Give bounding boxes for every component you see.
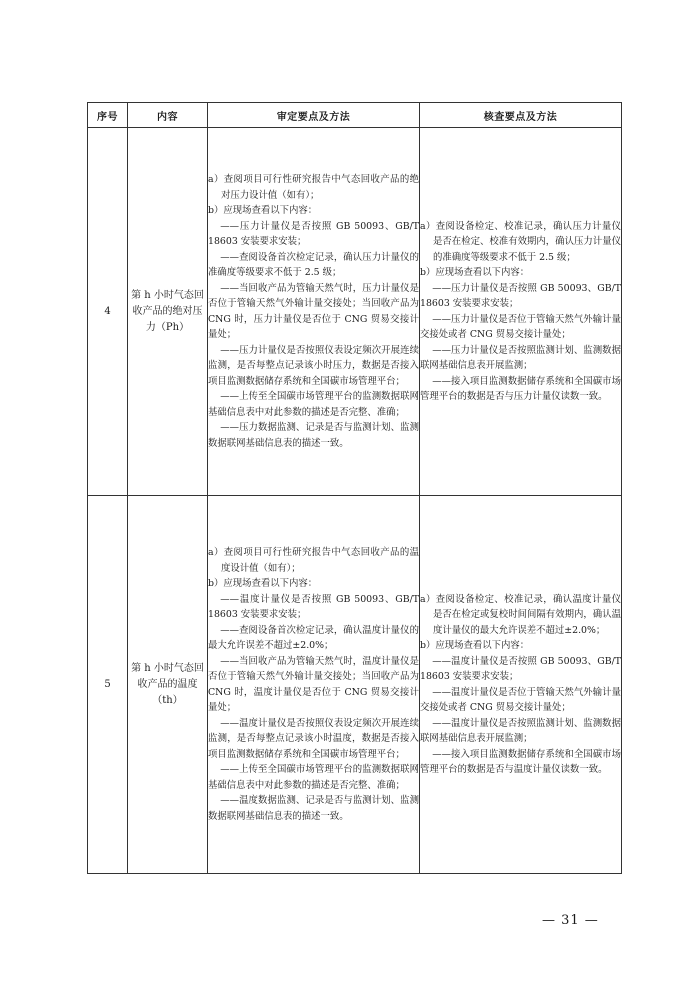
- verify-item: ——压力计量仪是否按照监测计划、监测数据联网基础信息表开展监测；: [420, 344, 621, 371]
- verify-cell: [420, 496, 622, 874]
- review-cell: [208, 128, 420, 496]
- review-item: ——当回收产品为管输天然气时，温度计量仪是否位于管输天然气外输计量交接处；当回收产品为 CNG 时，温度计量仪是否位于 CNG 贸易交接计量处；: [208, 655, 419, 713]
- header-content: 内容: [128, 103, 208, 128]
- row-content: 第 h 小时气态回收产品的温度（th）: [128, 496, 208, 874]
- review-item: ——压力计量仪是否按照 GB 50093、GB/T 18603 安装要求安装；: [208, 220, 419, 247]
- verify-item: ——接入项目监测数据储存系统和全国碳市场管理平台的数据是否与压力计量仪读数一致。: [420, 375, 621, 402]
- header-review-points: 审定要点及方法: [208, 103, 420, 128]
- verify-item: ——温度计量仪是否位于管输天然气外输计量交接处或者 CNG 贸易交接计量处；: [420, 686, 621, 713]
- review-item: b）应现场查看以下内容：: [208, 578, 318, 589]
- page-number: — 31 —: [542, 913, 599, 928]
- verify-item: ——温度计量仪是否按照 GB 50093、GB/T 18603 安装要求安装；: [420, 655, 621, 682]
- verify-item: ——温度计量仪是否按照监测计划、监测数据联网基础信息表开展监测；: [420, 717, 621, 744]
- review-item: ——温度数据监测、记录是否与监测计划、监测数据联网基础信息表的描述一致。: [208, 795, 419, 822]
- verify-item: ——压力计量仪是否位于管输天然气外输计量交接处或者 CNG 贸易交接计量处；: [420, 313, 621, 340]
- row-content: 第 h 小时气态回收产品的绝对压力（Ph）: [128, 128, 208, 496]
- review-item: ——查阅设备首次检定记录，确认压力计量仪的准确度等级要求不低于 2.5 级；: [208, 251, 419, 278]
- verify-item: b）应现场查看以下内容：: [420, 640, 530, 651]
- table-row: [88, 496, 622, 874]
- review-item: ——温度计量仪是否按照 GB 50093、GB/T 18603 安装要求安装；: [208, 593, 419, 620]
- table-header-row: [88, 103, 622, 128]
- review-item: ——温度计量仪是否按照仪表设定频次开展连续监测，是否每整点记录该小时温度，数据是否接入项目监测数据储存系统和全国碳市场管理平台；: [208, 717, 419, 760]
- row-serial-no: 5: [88, 496, 128, 874]
- table-row: [88, 128, 622, 496]
- verify-item: ——接入项目监测数据储存系统和全国碳市场管理平台的数据是否与温度计量仪读数一致。: [420, 748, 621, 775]
- review-item: ——查阅设备首次检定记录，确认温度计量仪的最大允许误差不超过±2.0%；: [208, 624, 419, 651]
- verify-item: b）应现场查看以下内容：: [420, 267, 530, 278]
- review-item: a）查阅项目可行性研究报告中气态回收产品的温度设计值（如有）；: [208, 547, 419, 574]
- row-serial-no: 4: [88, 128, 128, 496]
- review-item: ——上传至全国碳市场管理平台的监测数据联网基础信息表中对此参数的描述是否完整、准确；: [208, 391, 419, 418]
- review-item: ——压力计量仪是否按照仪表设定频次开展连续监测，是否每整点记录该小时压力，数据是否接入项目监测数据储存系统和全国碳市场管理平台；: [208, 344, 419, 387]
- review-item: b）应现场查看以下内容：: [208, 205, 318, 216]
- review-cell: [208, 496, 420, 874]
- header-verify-points: 核查要点及方法: [420, 103, 622, 128]
- verify-item: a）查阅设备检定、校准记录，确认压力计量仪是否在检定、校准有效期内，确认压力计量仪的准确度等级要求不低于 2.5 级；: [420, 220, 621, 263]
- verify-item: ——压力计量仪是否按照 GB 50093、GB/T 18603 安装要求安装；: [420, 282, 621, 309]
- review-item: ——压力数据监测、记录是否与监测计划、监测数据联网基础信息表的描述一致。: [208, 422, 419, 449]
- header-serial-no: 序号: [88, 103, 128, 128]
- review-item: ——当回收产品为管输天然气时，压力计量仪是否位于管输天然气外输计量交接处；当回收产品为 CNG 时，压力计量仪是否位于 CNG 贸易交接计量处；: [208, 282, 419, 340]
- verify-item: a）查阅设备检定、校准记录，确认温度计量仪是否在检定或复校时间间隔有效期内，确认温度计量仪的最大允许误差不超过±2.0%；: [420, 593, 621, 636]
- standard-table: [87, 102, 622, 874]
- verify-cell: [420, 128, 622, 496]
- review-item: a）查阅项目可行性研究报告中气态回收产品的绝对压力设计值（如有）；: [208, 174, 419, 201]
- review-item: ——上传至全国碳市场管理平台的监测数据联网基础信息表中对此参数的描述是否完整、准确；: [208, 764, 419, 791]
